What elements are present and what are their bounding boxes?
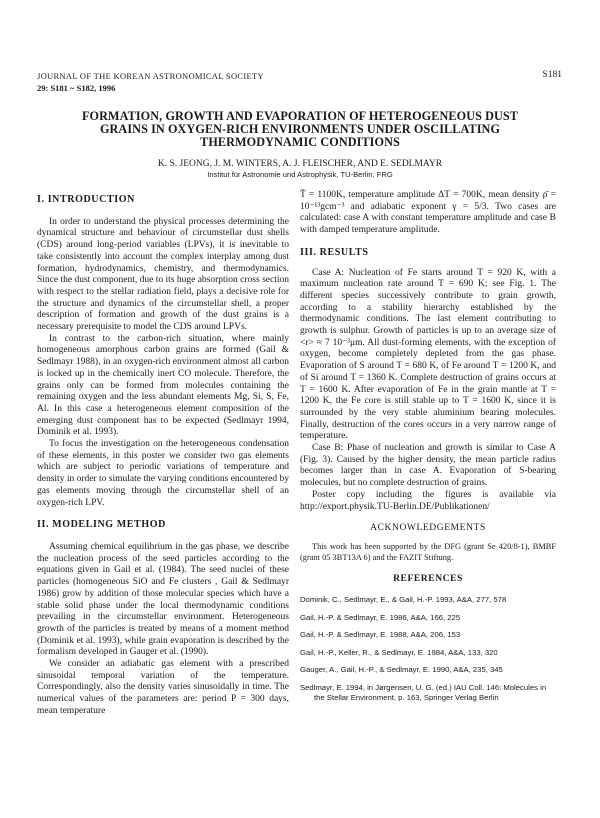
intro-paragraph: In order to understand the physical processes determining the dynamical structure and behaviour of circumstellar dust shells (CDS) around long-period variables (LPVs), it is inevitable to take consistently into account the complex interplay among dust formation, hydrodynamics, chemistry, and thermodynamics. Since the dust component, due to its huge absorption cross section with respect to the stellar radiation field, plays a decisive role for the structure and dynamics of the circumstellar shell, a proper description of formation and growth of the dust grains is a necessary prerequisite to model the CDS around LPVs. — [37, 216, 289, 333]
volume-info: 29: S181 ~ S182, 1996 — [37, 83, 116, 93]
left-column — [37, 194, 289, 718]
section-heading-introduction: I. INTRODUCTION — [37, 194, 135, 205]
author-list: K. S. JEONG, J. M. WINTERS, A. J. FLEISCHER, AND E. SEDLMAYR — [157, 159, 443, 169]
reference-item: Gauger, A., Gail, H.-P., & Sedlmayr, E. 1990, A&A, 235, 345 — [300, 665, 503, 675]
paper-title — [30, 110, 570, 149]
affiliation: Institut für Astronomie und Astrophysik, TU-Berlin, FRG — [207, 170, 393, 179]
results-paragraph: Case A: Nucleation of Fe starts around T = 920 K, with a maximum nucleation rate around T = 690 K; see Fig. 1. The different species successively contribute to grain growth, according to a stability hierarchy established by the thermodynamic conditions. The last element contributing to growth is sulphur. Growth of particles is up to an average size of <r> ≈ 7 10⁻³μm. All dust-forming elements, with the exception of oxygen, become completely depleted from the gas phase. Evaporation of S around T = 680 K, of Fe around T = 1200 K, and of Si around T = 1360 K. Complete destruction of grains occurs at T = 1600 K. After evaporation of Fe in the grain mantle at T = 1200 K, the Fe core is still stable up to T = 1600 K, since it is surrounded by the very stable aluminium bearing molecules. Finally, destruction of the cores occurs in a very narrow range of temperature. — [300, 267, 556, 442]
acknowledgements-text: This work has been supported by the DFG (grant Se 420/8-1), BMBF (grant 05 3BT13A 6) and the FAZIT Stiftung. — [300, 541, 556, 562]
reference-item: Sedlmayr, E. 1994, in Jørgensen, U. G. (ed.) IAU Coll. 146: Molecules in the Stellar Environment, p. 163, Springer Verlag Berlin — [300, 682, 547, 703]
modeling-paragraph: Assuming chemical equilibrium in the gas phase, we describe the nucleation process of the seed particles according to the equations given in Gail et al. (1984). The seed nuclei of these particles (homogeneous SiO and Fe clusters , Gail & Sedlmayr 1986) grow by addition of those molecular species which have a stable solid phase under the local thermodynamic conditions prevailing in the circumstellar environment. Heterogeneous growth of the particles is treated by means of a moment method (Dominik et al. 1993), while grain evaporation is described by the formalism developed in Gauger et al. (1990). — [37, 541, 289, 658]
right-column — [300, 190, 556, 711]
reference-item: Gail, H.-P., Keller, R., & Sedlmayr, E. 1984, A&A, 133, 320 — [300, 647, 498, 657]
reference-item: Gail, H.-P. & Sedlmayr, E. 1986, A&A, 166, 225 — [300, 612, 461, 622]
intro-paragraph: In contrast to the carbon-rich situation, where mainly homogeneous amorphous carbon grains are formed (Gail & Sedlmayr 1988), in an oxygen-rich environment almost all carbon is locked up in the chemically inert CO molecule. Therefore, the grains only can be formed from molecules containing the remaining oxygen and the less abundant elements Mg, Si, S, Fe, Al. In this case a heterogeneous element composition of the emerging dust component has to be expected (Sedlmayr 1994, Dominik et al. 1993). — [37, 333, 289, 438]
intro-paragraph: To focus the investigation on the heterogeneous condensation of these elements, in this poster we consider two gas elements which are subject to periodic variations of temperature and density in order to simulate the varying conditions encountered by gas elements moving through the circumstellar shell of an oxygen-rich LPV. — [37, 439, 289, 508]
section-heading-modeling: II. MODELING METHOD — [37, 519, 166, 531]
reference-item: Gail, H.-P. & Sedlmayr, E. 1988, A&A, 206, 153 — [300, 630, 461, 640]
parameters-paragraph: T̄ = 1100K, temperature amplitude ΔT = 700K, mean density ρ̄ = 10⁻¹³gcm⁻³ and adiabatic exponent γ = 5/3. Two cases are calculated: case A with constant temperature amplitude and case B with damped temperature amplitude. — [300, 190, 556, 236]
title-line: FORMATION, GROWTH AND EVAPORATION OF HETEROGENEOUS DUST — [81, 109, 519, 123]
results-paragraph: Poster copy including the figures is available via http://export.physik.TU-Berlin.DE/Publikationen/ — [300, 489, 556, 512]
reference-list — [300, 595, 556, 704]
section-heading-results: III. RESULTS — [300, 246, 369, 258]
journal-name: JOURNAL OF THE KOREAN ASTRONOMICAL SOCIETY — [37, 71, 264, 81]
journal-header — [37, 70, 264, 94]
references-heading: REFERENCES — [393, 574, 463, 585]
page-number: S181 — [542, 70, 562, 80]
acknowledgements — [300, 542, 556, 563]
modeling-paragraph: We consider an adiabatic gas element with a prescribed sinusoidal temporal variation of the temperature. Correspondingly, also the density varies sinusoidally in time. The numerical values of the parameters are: period P = 300 days, mean temperature — [37, 659, 289, 716]
title-line: GRAINS IN OXYGEN-RICH ENVIRONMENTS UNDER OSCILLATING — [99, 122, 501, 136]
title-line: THERMODYNAMIC CONDITIONS — [200, 135, 400, 149]
reference-item: Dominik, C., Sedlmayr, E., & Gail, H.-P. 1993, A&A, 277, 578 — [300, 595, 507, 605]
results-paragraph: Case B: Phase of nucleation and growth is similar to Case A (Fig. 3). Caused by the higher density, the mean particle radius becomes larger than in case A. Evaporation of S-bearing molecules, but no complete destruction of grains. — [300, 443, 556, 489]
acknowledgements-heading: ACKNOWLEDGEMENTS — [370, 523, 486, 534]
